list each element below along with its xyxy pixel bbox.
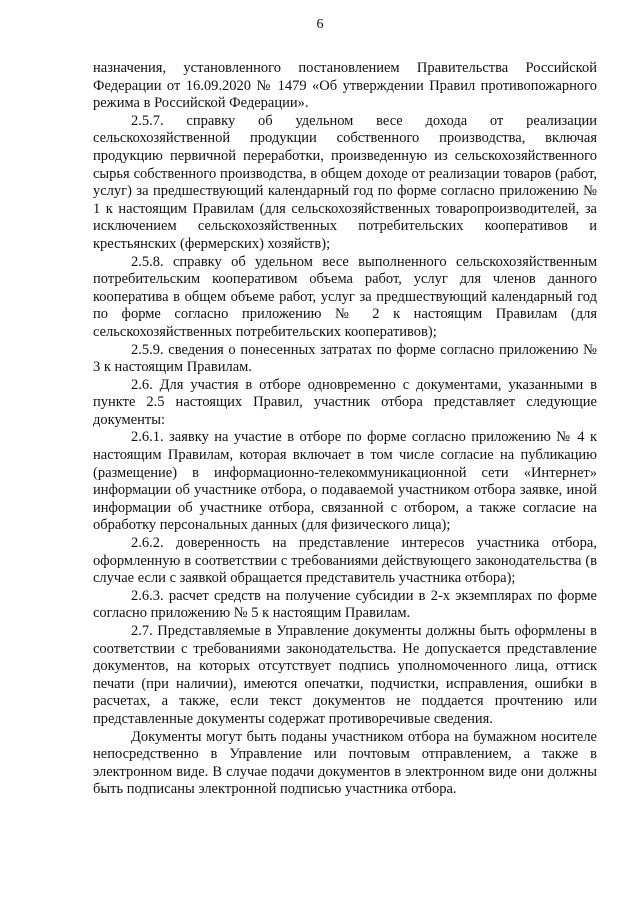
paragraph-2-6: 2.6. Для участия в отборе одновременно с документами, указанными в пункте 2.5 настоящих Правил, участник отбора представляет следующие документы:: [93, 376, 597, 428]
paragraph-2-6-2: 2.6.2. доверенность на представление интересов участника отбора, оформленную в соответствии с требованиями действующего законодательства (в случае если с заявкой обращается представитель участника отбора);: [93, 535, 597, 587]
paragraph-2-5-7: 2.5.7. справку об удельном весе дохода от реализации сельскохозяйственной продукции собственного производства, включая продукцию первичной переработки, произведенную из сельскохозяйственного сырья собственного производства, в общем доходе от реализации товаров (работ, услуг) за предшествующий календарный год по форме согласно приложению № 1 к настоящим Правилам (для сельскохозяйственных товаропроизводителей, за исключением сельскохозяйственных потребительских кооперативов и крестьянских (фермерских) хозяйств);: [93, 112, 597, 252]
paragraph-submission: Документы могут быть поданы участником отбора на бумажном носителе непосредственно в Управление или почтовым отправлением, а также в электронном виде. В случае подачи документов в электронном виде они должны быть подписаны электронной подписью участника отбора.: [93, 728, 597, 798]
document-body: [93, 60, 597, 799]
paragraph-2-6-1: 2.6.1. заявку на участие в отборе по форме согласно приложению № 4 к настоящим Правилам, которая включает в том числе согласие на публикацию (размещение) в информационно-телекоммуникационной сети «Интернет» информации об участнике отбора, о подаваемой участником отбора заявке, иной информации об участнике отбора, связанной с отбором, а также согласие на обработку персональных данных (для физического лица);: [93, 429, 597, 534]
paragraph-2-7: 2.7. Представляемые в Управление документы должны быть оформлены в соответствии с требованиями законодательства. Не допускается представление документов, на которых отсутствует подпись уполномоченного лица, оттиск печати (при наличии), имеются опечатки, подчистки, исправления, ошибки в расчетах, а также, если текст документов не поддается прочтению или представленные документы содержат противоречивые сведения.: [93, 623, 597, 727]
paragraph-2-5-9: 2.5.9. сведения о понесенных затратах по форме согласно приложению № 3 к настоящим Правилам.: [93, 341, 597, 376]
page-number: 6: [316, 17, 324, 32]
paragraph-2-5-8: 2.5.8. справку об удельном весе выполненного сельскохозяйственным потребительским кооперативом объема работ, услуг для членов данного кооператива в общем объеме работ, услуг за предшествующий календарный год по форме согласно приложению № 2 к настоящим Правилам (для сельскохозяйственных потребительских кооперативов);: [93, 253, 597, 340]
paragraph-2-6-3: 2.6.3. расчет средств на получение субсидии в 2-х экземплярах по форме согласно приложению № 5 к настоящим Правилам.: [93, 587, 597, 622]
paragraph-continuation: назначения, установленного постановлением Правительства Российской Федерации от 16.09.2020 № 1479 «Об утверждении Правил противопожарного режима в Российской Федерации».: [93, 60, 597, 112]
